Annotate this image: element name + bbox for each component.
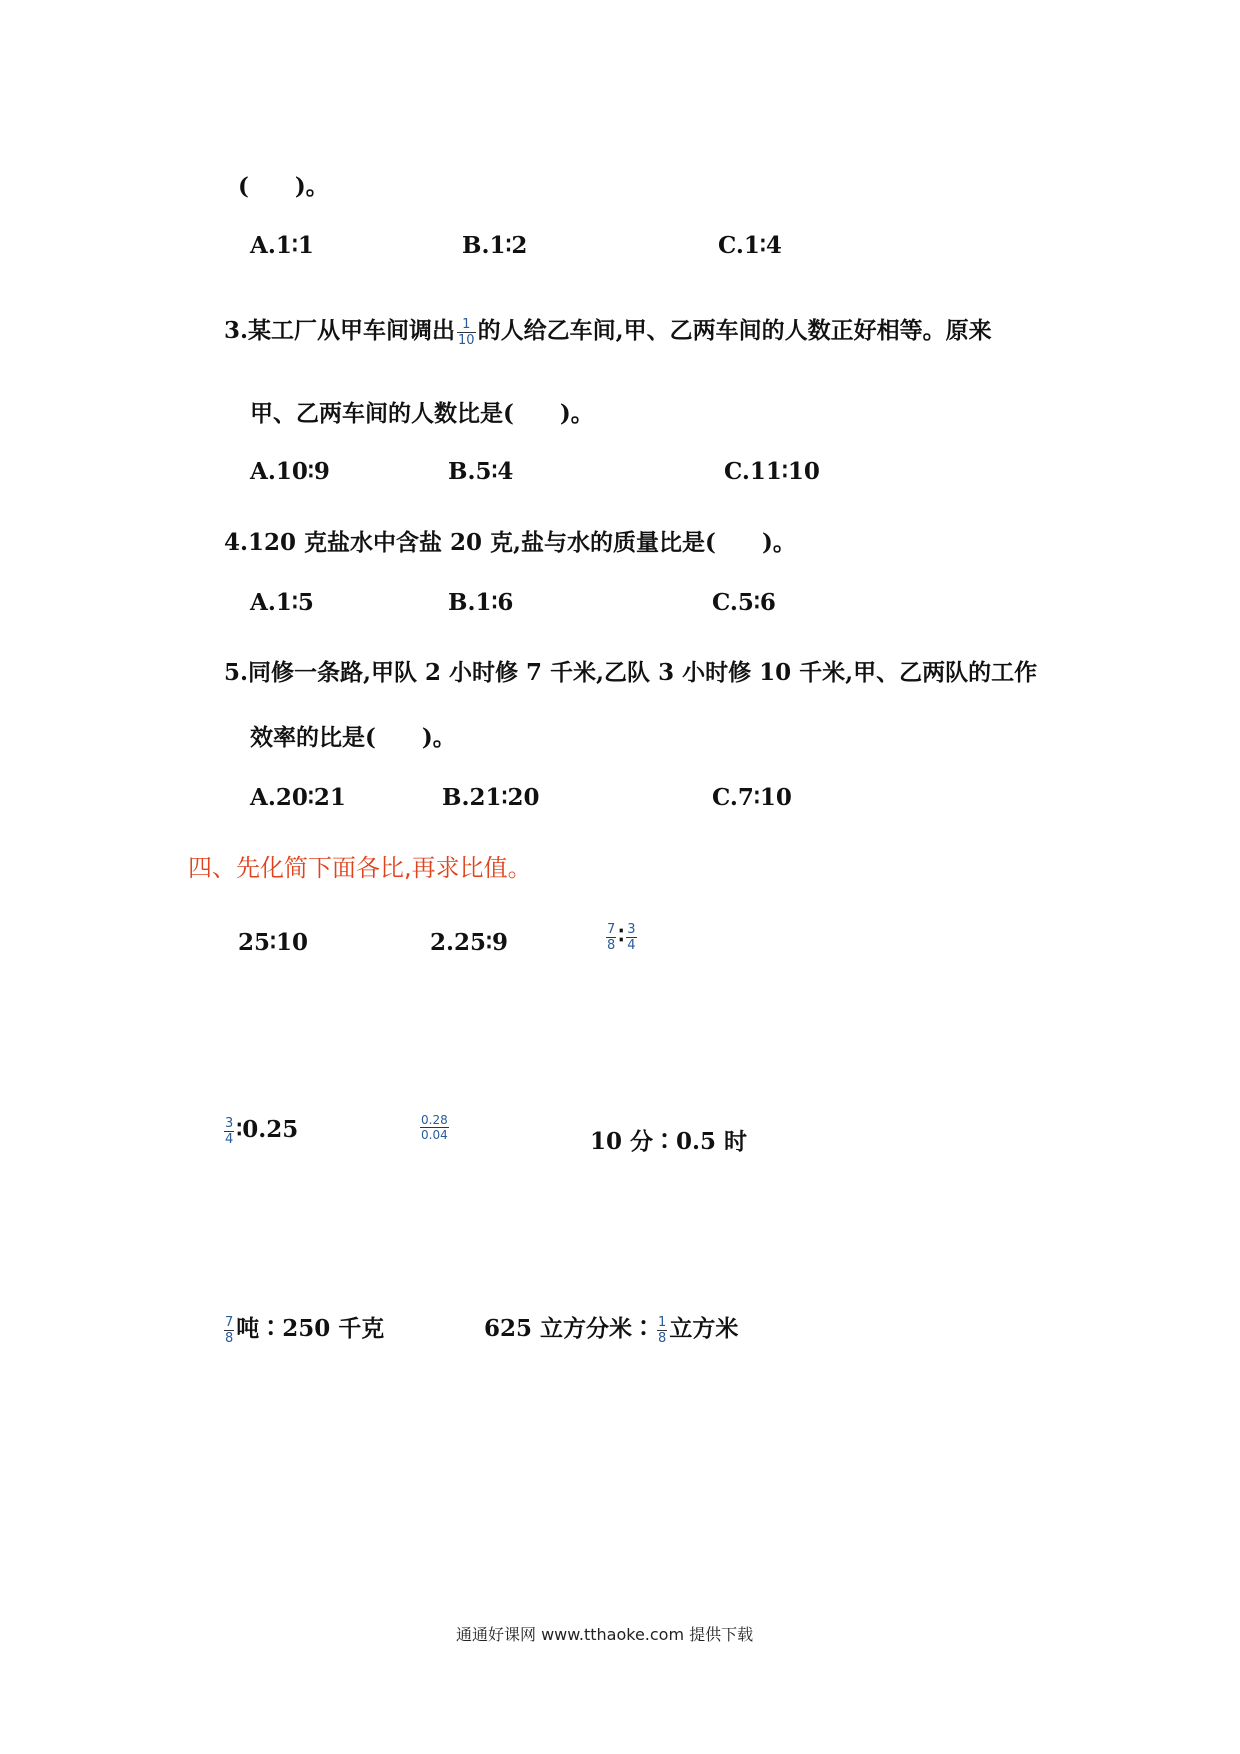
q2-option-c[interactable]: C.1∶4: [718, 232, 782, 259]
q4-option-c[interactable]: C.5∶6: [712, 589, 776, 616]
q3-prefix: 3.某工厂从甲车间调出: [224, 317, 456, 344]
exercise-1-3-frac1-den: 8: [607, 937, 616, 953]
exercise-3-2-prefix: 625 立方分米∶: [484, 1315, 656, 1342]
exercise-1-3-sep: ∶: [618, 922, 625, 949]
q3-option-c[interactable]: C.11∶10: [724, 458, 820, 485]
q4-option-b[interactable]: B.1∶6: [448, 589, 514, 616]
q3-line2: 甲、乙两车间的人数比是( )。: [250, 400, 594, 427]
q4-option-a[interactable]: A.1∶5: [250, 589, 314, 616]
q2-option-b[interactable]: B.1∶2: [462, 232, 528, 259]
q3-suffix: 的人给乙车间,甲、乙两车间的人数正好相等。原来: [477, 317, 992, 344]
exercise-2-2-frac: [420, 1114, 449, 1141]
exercise-2-2-frac-den: 0.04: [421, 1128, 448, 1142]
exercise-3-2-suffix: 立方米: [669, 1315, 739, 1342]
exercise-1-3: [604, 922, 639, 952]
exercise-1-3-frac2: [626, 923, 636, 952]
q3-fraction-den: 10: [458, 332, 475, 348]
q3-line1: [224, 312, 992, 347]
footer-credit: 通通好课网 www.tthaoke.com 提供下载: [456, 1625, 754, 1644]
exercise-2-1-rest: ∶0.25: [236, 1116, 299, 1143]
exercise-2-2-frac-num: 0.28: [421, 1113, 448, 1127]
exercise-1-3-frac1: [606, 923, 616, 952]
q3-option-a[interactable]: A.10∶9: [250, 458, 330, 485]
exercise-3-1-frac-den: 8: [225, 1330, 234, 1346]
exercise-3-1-frac-num: 7: [225, 1314, 234, 1330]
exercise-3-1-rest: 吨∶250 千克: [236, 1315, 385, 1342]
q3-fraction-num: 1: [462, 316, 471, 332]
q5-option-a[interactable]: A.20∶21: [250, 784, 346, 811]
exercise-3-2-frac: [657, 1316, 667, 1345]
q5-option-b[interactable]: B.21∶20: [442, 784, 540, 811]
q5-option-c[interactable]: C.7∶10: [712, 784, 792, 811]
exercise-3-2-frac-den: 8: [658, 1330, 667, 1346]
exercise-3-2: [484, 1310, 738, 1345]
q2-blank: ( )。: [238, 173, 329, 200]
exercise-2-2: [418, 1114, 451, 1141]
exercise-2-1-frac: [224, 1117, 234, 1146]
q3-option-b[interactable]: B.5∶4: [448, 458, 514, 485]
exercise-2-3: 10 分∶0.5 时: [590, 1128, 748, 1155]
exercise-1-1: 25∶10: [238, 929, 308, 956]
exercise-2-1-frac-num: 3: [225, 1115, 234, 1131]
q3-fraction: [457, 318, 476, 347]
q4-text: 4.120 克盐水中含盐 20 克,盐与水的质量比是( )。: [224, 529, 796, 556]
exercise-1-2: 2.25∶9: [430, 929, 509, 956]
exercise-3-1: [222, 1310, 384, 1345]
section-4-title: 四、先化简下面各比,再求比值。: [188, 854, 532, 882]
q2-option-a[interactable]: A.1∶1: [250, 232, 314, 259]
exercise-2-1: [222, 1116, 298, 1146]
exercise-3-2-frac-num: 1: [658, 1314, 667, 1330]
q5-line1: 5.同修一条路,甲队 2 小时修 7 千米,乙队 3 小时修 10 千米,甲、乙两队的工作: [224, 659, 1038, 686]
exercise-1-3-frac2-num: 3: [627, 921, 636, 937]
exercise-3-1-frac: [224, 1316, 234, 1345]
exercise-1-3-frac1-num: 7: [607, 921, 616, 937]
exercise-2-1-frac-den: 4: [225, 1131, 234, 1147]
exercise-1-3-frac2-den: 4: [627, 937, 636, 953]
q5-line2: 效率的比是( )。: [250, 724, 456, 751]
